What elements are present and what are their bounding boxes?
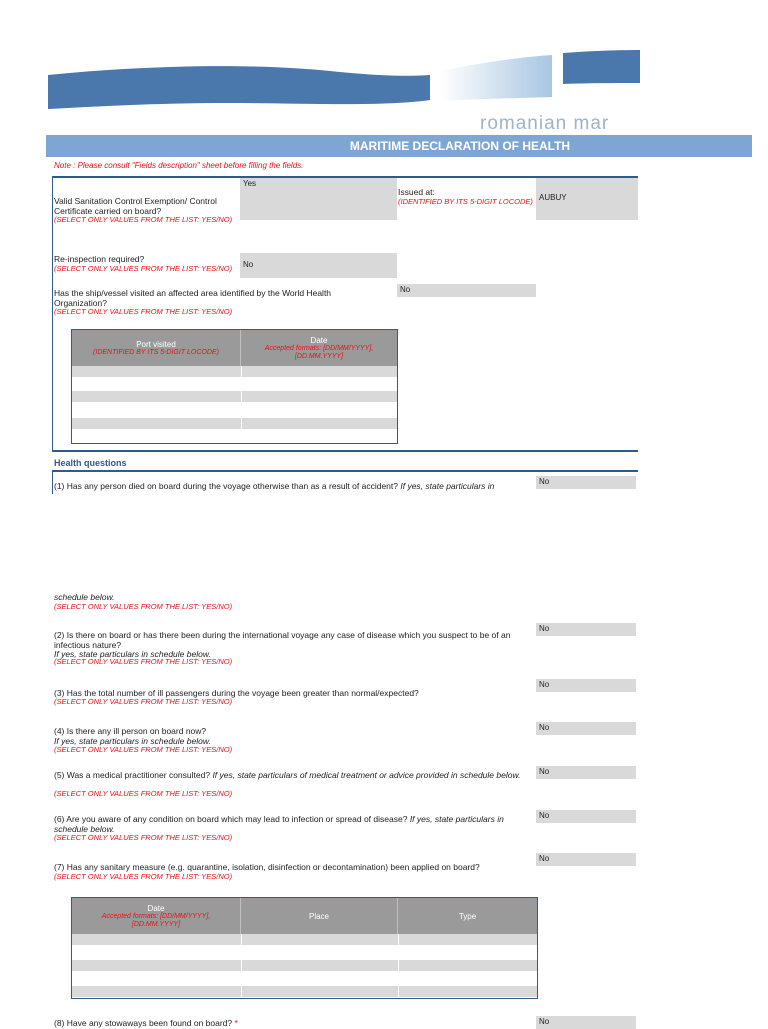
date-header [241,330,397,366]
measures-row[interactable] [72,986,537,997]
affected-area-label: Has the ship/vessel visited an affected area identified by the World Health Organization? [54,288,332,308]
affected-area-select[interactable]: No [397,284,536,297]
issued-at-hint: (IDENTIFIED BY ITS 5-DIGIT LOCODE) [398,197,533,206]
issued-at-label: Issued at: [398,187,435,197]
q3-text: (3) Has the total number of ill passengers during the voyage been greater than normal/expected? [54,688,419,698]
q4-hint: (SELECT ONLY VALUES FROM THE LIST: YES/NO) [54,745,233,754]
ports-row[interactable] [72,366,397,377]
q6-italic: If yes, state particulars in schedule below. [54,814,504,834]
affected-area-hint: (SELECT ONLY VALUES FROM THE LIST: YES/NO) [54,307,233,316]
sanitation-hint: (SELECT ONLY VALUES FROM THE LIST: YES/NO) [54,215,233,224]
date-hint: Accepted formats: [DD/MM/YYYY], [DD.MM.YYYY] [264,344,374,360]
health-section-title: Health questions [54,458,127,468]
q1-continued: schedule below. [54,592,115,602]
page-title: MARITIME DECLARATION OF HEALTH [349,139,571,153]
type-label: Type [458,911,477,921]
sanitation-label: Valid Sanitation Control Exemption/ Control Certificate carried on board? [54,196,217,216]
reinspection-hint: (SELECT ONLY VALUES FROM THE LIST: YES/NO) [54,264,233,273]
q5-italic: If yes, state particulars of medical treatment or advice provided in schedule below. [212,770,521,780]
q3-select[interactable]: No [536,679,636,692]
health-frame-top [52,470,638,472]
q7-select[interactable]: No [536,853,636,866]
type-header [398,898,537,934]
q5-hint: (SELECT ONLY VALUES FROM THE LIST: YES/NO) [54,789,233,798]
place-header [241,898,398,934]
measures-table [71,897,538,999]
q6-main: (6) Are you aware of any condition on board which may lead to infection or spread of disease? [54,814,408,824]
reinspection-select[interactable]: No [240,253,397,278]
ports-table [71,329,398,444]
q5-text [54,771,532,781]
ports-row[interactable] [72,404,397,415]
ports-row[interactable] [72,430,397,441]
measures-row[interactable] [72,960,537,971]
q1-hint: (SELECT ONLY VALUES FROM THE LIST: YES/NO) [54,602,233,611]
q7-hint: (SELECT ONLY VALUES FROM THE LIST: YES/NO) [54,872,233,881]
q2-hint: (SELECT ONLY VALUES FROM THE LIST: YES/NO) [54,657,233,666]
q1-select[interactable]: No [536,476,636,489]
ports-row[interactable] [72,391,397,402]
frame-bottom [52,450,638,452]
issued-at-input[interactable]: AUBUY [536,178,638,220]
q6-hint: (SELECT ONLY VALUES FROM THE LIST: YES/NO) [54,833,233,842]
sanitation-select[interactable]: Yes [240,178,397,220]
q6-select[interactable]: No [536,810,636,823]
reinspection-label: Re-inspection required? [54,254,145,264]
q4-italic: If yes, state particulars in schedule below. [54,735,211,746]
q1-text-italic: If yes, state particulars in [400,482,495,491]
logo-waves [0,45,640,120]
port-visited-header [72,330,241,366]
measure-date-label: Date [147,903,165,913]
q5-main: (5) Was a medical practitioner consulted? [54,770,211,780]
q1-text [54,482,534,492]
measures-table-header [72,898,537,934]
q4-text [54,727,532,746]
health-frame-left [52,470,53,494]
date-label: Date [310,335,328,345]
q4-main: (4) Is there any ill person on board now? [54,726,207,736]
measure-date-hint: Accepted formats: [DD/MM/YYYY], [DD.MM.YYYY] [101,912,211,928]
note-text: Note : Please consult "Fields description" sheet before filling the fields. [54,161,304,170]
q2-text [54,631,532,660]
port-visited-label: Port visited [136,339,176,349]
q8-select[interactable]: No [536,1016,636,1029]
measure-date-header [72,898,241,934]
place-label: Place [308,911,329,921]
measures-row[interactable] [72,973,537,984]
q5-select[interactable]: No [536,766,636,779]
q2-main: (2) Is there on board or has there been during the international voyage any case of disease which you suspect to be of an infectious nature? [54,630,511,650]
q2-italic: If yes, state particulars in schedule below. [54,649,211,659]
q3-hint: (SELECT ONLY VALUES FROM THE LIST: YES/NO) [54,697,233,706]
frame-left [52,176,53,452]
q2-select[interactable]: No [536,623,636,636]
q7-text: (7) Has any sanitary measure (e.g. quarantine, isolation, disinfection or decontamination) been applied on board? [54,862,480,872]
q6-text [54,815,532,834]
measures-row[interactable] [72,934,537,945]
measures-col-divider [398,934,399,998]
measures-col-divider [241,934,242,998]
q8-main: (8) Have any stowaways been found on board? [54,1018,233,1028]
ports-row[interactable] [72,377,397,388]
q1-text-main: (1) Has any person died on board during the voyage otherwise than as a result of accident? [54,482,398,491]
ports-table-header [72,330,397,366]
port-visited-hint: (IDENTIFIED BY ITS 5-DIGIT LOCODE) [93,348,219,356]
measures-row[interactable] [72,946,537,957]
ports-row[interactable] [72,418,397,429]
q8-required-star: * [234,1018,238,1028]
q4-select[interactable]: No [536,722,636,735]
brand-text: romanian mar [480,113,610,134]
ports-col-divider [241,366,242,443]
